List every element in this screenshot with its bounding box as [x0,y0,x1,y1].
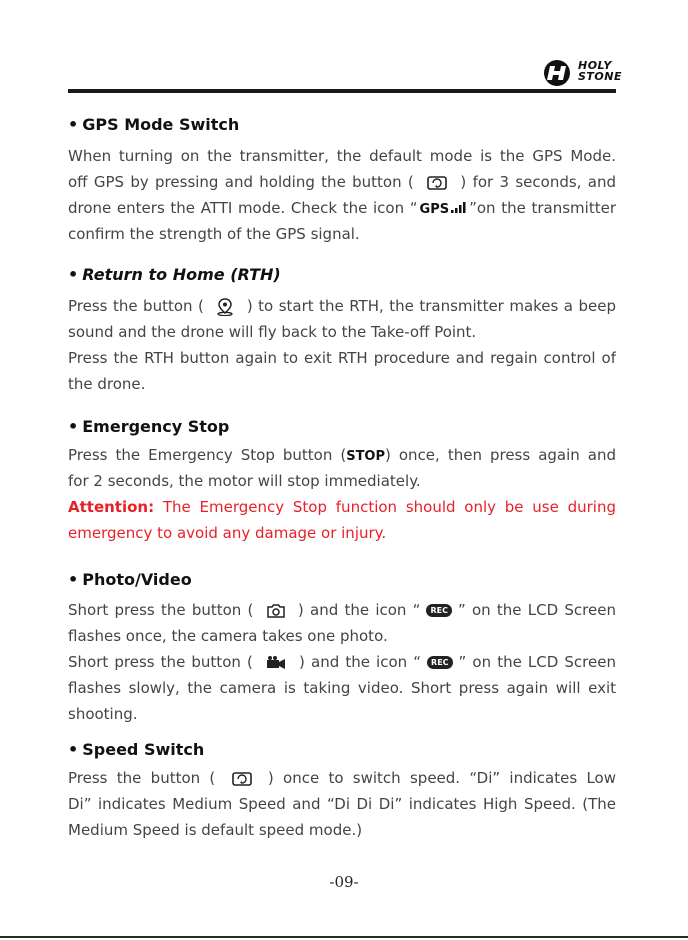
camera-icon [266,603,286,619]
section-body-gps: When turning on the transmitter, the default mode is the GPS Mode. off GPS by pressing and holding the button ( ) for 3 seconds, and drone enters the ATTI mode. Check the icon “ GPS ”on the transmitter confirm the strength of the GPS signal. [68,147,616,243]
logo-line-2: STONE [578,70,622,83]
section-body-speed: Press the button ( ) once to switch speed. “Di” indicates Low Di” indicates Medium Speed and “Di Di Di” indicates High Speed. (The Medium Speed is default speed mode.) [68,769,616,839]
section-heading-emergency: • Emergency Stop [68,417,230,436]
section-body-emergency: Press the Emergency Stop button (STOP) once, then press again and for 2 seconds, the motor will stop immediately. Attention: The Emergency Stop function should only be use during emergency to avoid any damage or injury. [68,446,616,542]
section-body-photo-video: Short press the button ( ) and the icon “ REC ” on the LCD Screen flashes once, the camera takes one photo. Short press the button ( ) and the icon “ REC ” on the LCD Screen flashes slowly, the camera is taking video. Short press again will exit shooting. [68,601,616,723]
section-heading-gps: • GPS Mode Switch [68,115,240,134]
page-number: -09- [329,873,359,891]
speed-toggle-button-icon [231,771,253,787]
stop-button-icon: STOP [346,449,386,464]
video-camera-icon [265,655,287,671]
rec-icon: REC [426,604,452,617]
bottom-rule [0,936,688,938]
rec-icon: REC [427,656,453,669]
logo-text [578,60,622,82]
header-rule [68,89,616,93]
section-heading-photo-video: • Photo/Video [68,570,192,589]
attention-note: Attention: The Emergency Stop function should only be use during [68,498,616,516]
logo-line-1: HOLY [578,59,612,72]
home-location-icon [215,298,235,316]
gps-signal-icon: GPS [420,202,468,217]
section-heading-speed: • Speed Switch [68,740,205,759]
section-body-rth: Press the button ( ) to start the RTH, the transmitter makes a beep sound and the drone will fly back to the Take-off Point. Press the RTH button again to exit RTH procedure and regain control of the drone. [68,297,616,393]
section-heading-rth: • Return to Home (RTH) [68,265,281,284]
gps-toggle-button-icon [426,175,448,191]
